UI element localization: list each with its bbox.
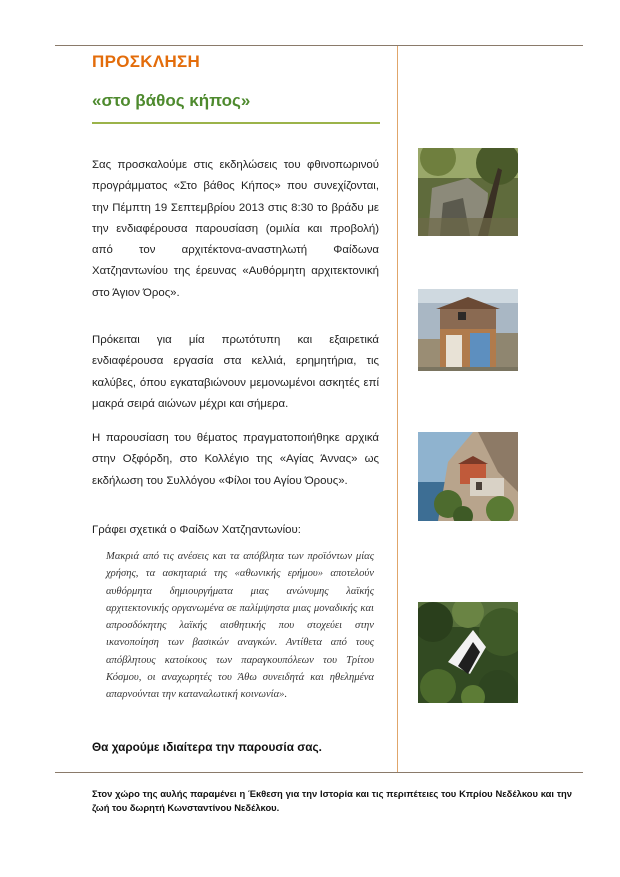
paragraph-research: Πρόκειται για μία πρωτότυπη και εξαιρετικά ενδιαφέρουσα εργασία στα κελλιά, ερημητήρια, τις καλύβες, όπου εγκαταβιώνουν μεμονωμένοι ασκητές επί μακρά σειρά αιώνων μέχρι και σήμερα.	[92, 334, 379, 410]
wooden-hut-photo	[418, 289, 518, 371]
block-quote: Μακριά από τις ανέσεις και τα απόβλητα των προϊόντων μίας χρήσης, τα ασκηταριά της «αθωνικής ερήμου» αποτελούν αυθόρμητα δημιουργήματα μιας ανώνυμης λαϊκής αρχιτεκτονικής οργανωμένα σε παλίμψηστα μιας μοναδικής και απροσδόκητης λαϊκής αισθητικής που στοχεύει στην ικανοποίηση των βασικών αναγκών. Αντίθετα από τους απόβλητους κατοίκους των παραγκουπόλεων του Τρίτου Κόσμου, οι αναχωρητές του Άθω συνειδητά και ηθελημένα απαρνούνται την καταναλωτική κοινωνία».	[106, 551, 374, 701]
paragraph-oxford: Η παρουσίαση του θέματος πραγματοποιήθηκε αρχικά στην Οξφόρδη, στο Κολλέγιο της «Αγίας Άννας» ως εκδήλωση του Συλλόγου «Φίλοι του Αγίου Όρους».	[92, 432, 379, 487]
stone-ruin-photo	[418, 148, 518, 236]
page-title: ΠΡΟΣΚΛΗΣΗ	[92, 52, 201, 71]
top-divider	[55, 45, 583, 46]
title-underline	[92, 122, 380, 124]
closing-line: Θα χαρούμε ιδιαίτερα την παρουσία σας.	[92, 740, 322, 754]
page-subtitle: «στο βάθος κήπος»	[92, 91, 251, 110]
cliff-house-photo	[418, 432, 518, 521]
footnote: Στον χώρο της αυλής παραμένει η Έκθεση για την Ιστορία και τις περιπέτειες του Κπρίου Νεδέλκου και την ζωή του δωρητή Κωνσταντίνου Νεδέλκου.	[92, 788, 572, 813]
paragraph-quote-intro: Γράφει σχετικά ο Φαίδων Χατζηαντωνίου:	[92, 524, 301, 536]
forest-hut-photo	[418, 602, 518, 703]
bottom-divider	[55, 772, 583, 773]
column-divider	[397, 46, 398, 772]
paragraph-invitation: Σας προσκαλούμε στις εκδηλώσεις του φθινοπωρινού προγράμματος «Στο βάθος Κήπος» που συνεχίζονται, την Πέμπτη 19 Σεπτεμβρίου 2013 στις 8:30 το βράδυ με την ενδιαφέρουσα παρουσίαση (ομιλία και προβολή) από τον αρχιτέκτονα-αναστηλωτή Φαίδωνα Χατζηαντωνίου της έρευνας «Αυθόρμητη αρχιτεκτονική στο Άγιον Όρος».	[92, 159, 379, 299]
